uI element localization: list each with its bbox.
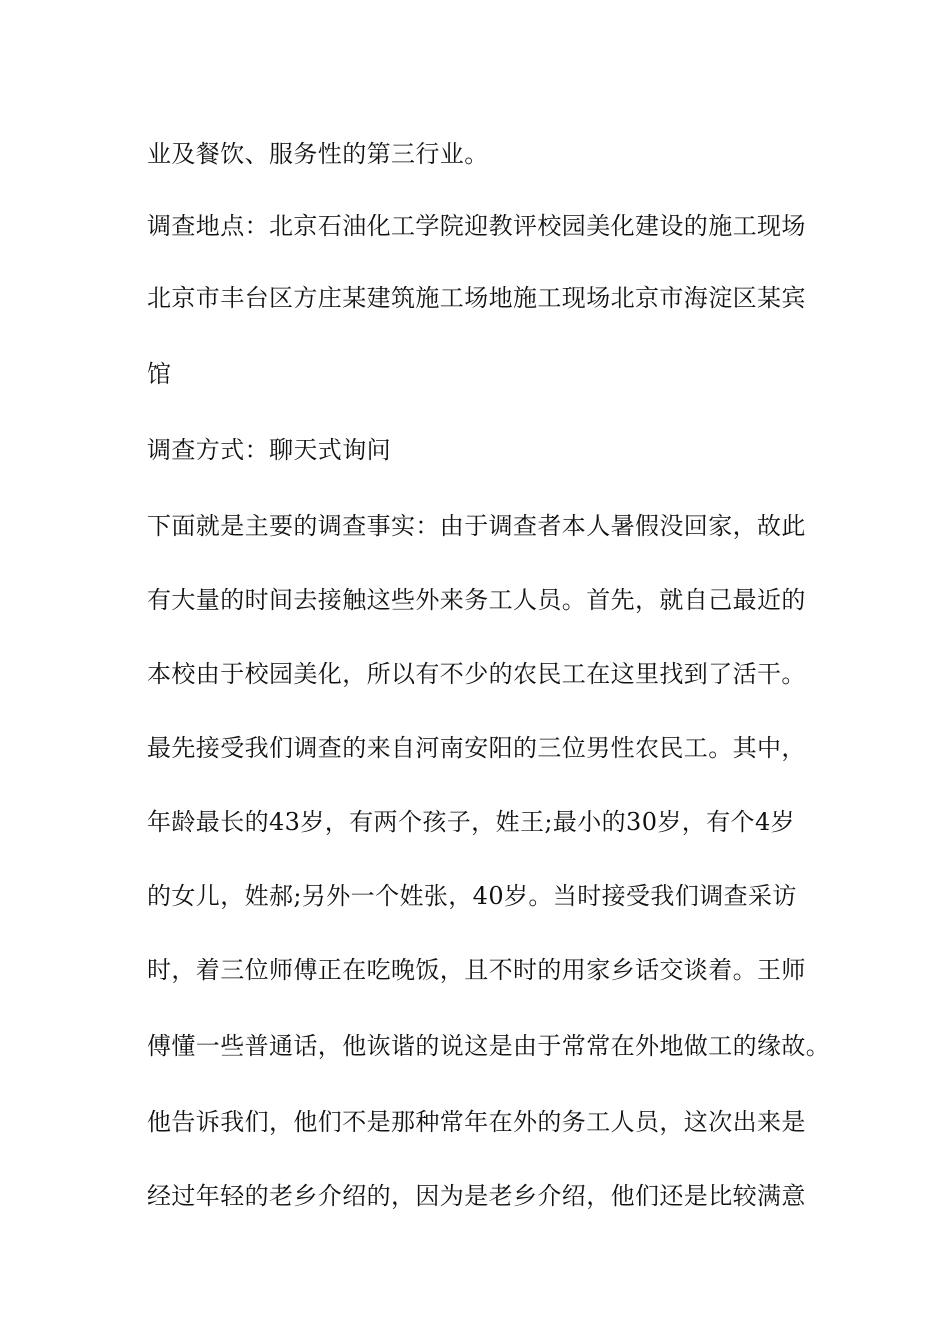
text-line: 最先接受我们调查的来自河南安阳的三位男性农民工。其中， bbox=[147, 734, 806, 762]
text-line: 馆 bbox=[147, 360, 172, 388]
text-line: 调查方式：聊天式询问 bbox=[147, 436, 391, 464]
text-line: 本校由于校园美化，所以有不少的农民工在这里找到了活干。 bbox=[147, 660, 806, 688]
text-line: 傅懂一些普通话，他诙谐的说这是由于常常在外地做工的缘故。 bbox=[147, 1032, 831, 1060]
text-line: 他告诉我们，他们不是那种常年在外的务工人员，这次出来是 bbox=[147, 1108, 806, 1136]
text-line: 的女儿，姓郝;另外一个姓张，40岁。当时接受我们调查采访 bbox=[147, 882, 797, 910]
text-line: 调查地点：北京石油化工学院迎教评校园美化建设的施工现场 bbox=[147, 212, 806, 240]
text-line: 年龄最长的43岁，有两个孩子，姓王;最小的30岁，有个4岁 bbox=[147, 808, 796, 836]
text-line: 有大量的时间去接触这些外来务工人员。首先，就自己最近的 bbox=[147, 586, 806, 614]
text-line: 北京市丰台区方庄某建筑施工场地施工现场北京市海淀区某宾 bbox=[147, 284, 806, 312]
text-line: 下面就是主要的调查事实：由于调查者本人暑假没回家，故此 bbox=[147, 512, 806, 540]
text-line: 业及餐饮、服务性的第三行业。 bbox=[147, 140, 489, 168]
text-line: 经过年轻的老乡介绍的，因为是老乡介绍，他们还是比较满意 bbox=[147, 1182, 806, 1210]
text-line: 时，着三位师傅正在吃晚饭，且不时的用家乡话交谈着。王师 bbox=[147, 956, 806, 984]
